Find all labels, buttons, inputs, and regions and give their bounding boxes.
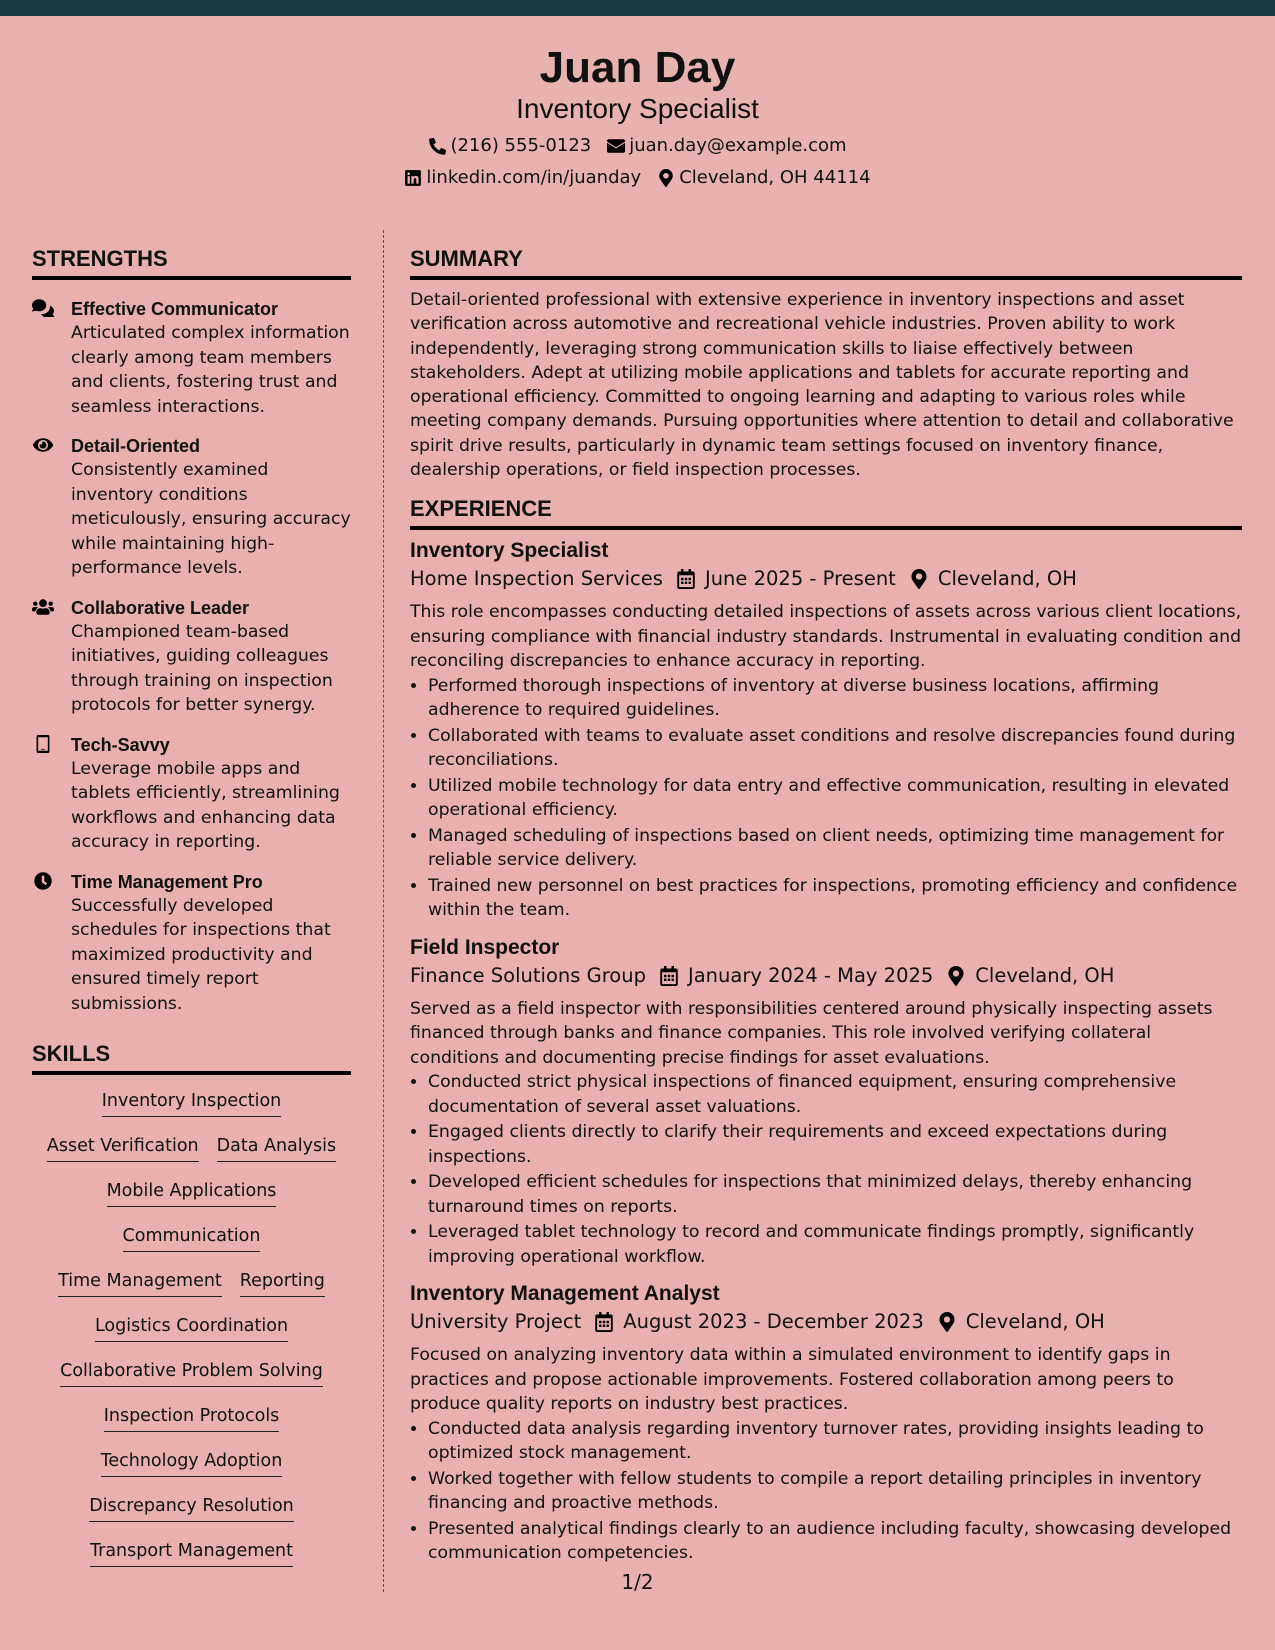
strength-text: Articulated complex information clearly among team members and clients, fostering trust and seamless interactions.	[71, 323, 350, 417]
linkedin-text: linkedin.com/in/juanday	[426, 167, 642, 188]
strength-item	[32, 870, 351, 1017]
job-bullet: • Managed scheduling of inspections based on client needs, optimizing time management for reliable service delivery.	[428, 824, 1242, 873]
job-bullet: • Utilized mobile technology for data entry and effective communication, resulting in elevated operational efficiency.	[428, 774, 1242, 823]
candidate-name: Juan Day	[539, 43, 736, 92]
job-meta	[410, 1307, 1242, 1337]
calendar-icon	[595, 1312, 613, 1332]
skill-tag: Asset Verification	[47, 1134, 199, 1162]
job-dates: January 2024 - May 2025	[687, 963, 934, 987]
map-pin-icon	[657, 169, 675, 187]
job-title: Inventory Management Analyst	[410, 1282, 720, 1306]
skill-tag: Reporting	[240, 1269, 325, 1297]
job-title: Inventory Specialist	[410, 539, 609, 563]
skill-tag: Mobile Applications	[107, 1179, 277, 1207]
experience-entry	[410, 935, 1242, 1270]
map-pin-icon	[938, 1312, 956, 1332]
clock-icon	[32, 872, 54, 890]
experience-heading: EXPERIENCE	[410, 496, 1242, 530]
job-location: Cleveland, OH	[965, 1310, 1105, 1334]
location-text: Cleveland, OH 44114	[679, 167, 871, 188]
job-bullet: • Conducted strict physical inspections of financed equipment, ensuring comprehensive documentation of several asset valuations.	[428, 1070, 1242, 1119]
phone-text: (216) 555-0123	[450, 135, 592, 156]
left-column	[32, 246, 351, 1584]
job-bullets	[410, 1070, 1242, 1269]
job-bullets	[410, 674, 1242, 923]
strength-text: Consistently examined inventory conditions meticulously, ensuring accuracy while maintaining high-performance levels.	[71, 460, 351, 578]
job-description: This role encompasses conducting detailed inspections of assets across various client locations, ensuring compliance with financial industry standards. Instrumental in evaluating condition and reconciling discrepancies to enhance accuracy in reporting.	[410, 602, 1242, 672]
skill-tag: Transport Management	[90, 1539, 293, 1567]
job-bullet: • Developed efficient schedules for inspections that minimized delays, thereby enhancing turnaround times on reports.	[428, 1170, 1242, 1219]
job-bullet: • Trained new personnel on best practices for inspections, promoting efficiency and confidence within the team.	[428, 874, 1242, 923]
experience-entry	[410, 1281, 1242, 1566]
strength-title: Collaborative Leader	[71, 597, 250, 618]
phone-icon	[428, 137, 446, 155]
strength-item	[32, 297, 351, 419]
skill-row	[32, 1359, 351, 1404]
skill-row	[32, 1494, 351, 1539]
skill-row	[32, 1179, 351, 1224]
job-meta	[410, 961, 1242, 991]
users-icon	[32, 598, 54, 616]
contact-row-primary	[0, 134, 1275, 158]
skill-row	[32, 1134, 351, 1179]
eye-icon	[32, 436, 54, 454]
strength-item	[32, 596, 351, 718]
job-bullet: • Performed thorough inspections of inventory at diverse business locations, affirming adherence to required guidelines.	[428, 674, 1242, 723]
contact-phone	[428, 134, 591, 158]
skills-list	[32, 1083, 351, 1584]
strength-title: Detail-Oriented	[71, 436, 201, 456]
strength-text: Leverage mobile apps and tablets efficiently, streamlining workflows and enhancing data accuracy in reporting.	[71, 758, 340, 852]
skill-tag: Logistics Coordination	[95, 1314, 288, 1342]
map-pin-icon	[910, 569, 928, 589]
strength-text: Championed team-based initiatives, guiding colleagues through training on inspection protocols for better synergy.	[71, 621, 333, 715]
skill-tag: Time Management	[58, 1269, 222, 1297]
right-column	[410, 246, 1242, 1578]
skill-tag: Technology Adoption	[101, 1449, 283, 1477]
page-number: 1/2	[621, 1570, 654, 1594]
job-company: University Project	[410, 1310, 582, 1334]
strength-item	[32, 434, 351, 581]
contact-linkedin[interactable]	[404, 166, 641, 190]
job-meta	[410, 564, 1242, 594]
comments-icon	[32, 299, 54, 317]
job-title: Field Inspector	[410, 935, 560, 959]
job-description: Served as a field inspector with responsibilities centered around physically inspecting assets financed through banks and finance companies. This role involved verifying collateral conditions and documenting precise findings for asset evaluations.	[410, 998, 1213, 1068]
job-bullet: • Conducted data analysis regarding inventory turnover rates, providing insights leading to optimized stock management.	[428, 1417, 1242, 1466]
job-dates: June 2025 - Present	[704, 567, 896, 591]
job-company: Home Inspection Services	[410, 567, 663, 591]
tablet-icon	[32, 735, 54, 753]
skill-tag: Data Analysis	[217, 1134, 336, 1162]
strengths-heading: STRENGTHS	[32, 246, 351, 280]
linkedin-icon	[404, 169, 422, 187]
strength-title: Tech-Savvy	[71, 734, 170, 755]
envelope-icon	[607, 137, 625, 155]
strength-text: Successfully developed schedules for inspections that maximized productivity and ensured timely report submissions.	[71, 895, 331, 1014]
strength-title: Time Management Pro	[71, 871, 263, 892]
skill-row	[32, 1089, 351, 1134]
job-dates: August 2023 - December 2023	[623, 1310, 924, 1334]
job-location: Cleveland, OH	[937, 567, 1077, 591]
job-bullet: • Collaborated with teams to evaluate asset conditions and resolve discrepancies found during reconciliations.	[428, 724, 1242, 773]
skill-tag: Discrepancy Resolution	[89, 1494, 294, 1522]
strength-title: Effective Communicator	[71, 299, 279, 319]
skill-row	[32, 1269, 351, 1314]
job-bullet: • Leveraged tablet technology to record and communicate findings promptly, significantly improving operational workflow.	[428, 1220, 1242, 1269]
top-accent-bar	[0, 0, 1275, 16]
skill-row	[32, 1404, 351, 1449]
job-location: Cleveland, OH	[975, 963, 1115, 987]
job-bullets	[410, 1417, 1242, 1566]
candidate-title: Inventory Specialist	[516, 93, 759, 124]
map-pin-icon	[947, 966, 965, 986]
skill-tag: Communication	[123, 1224, 261, 1252]
contact-row-secondary	[0, 166, 1275, 190]
job-bullet: • Presented analytical findings clearly to an audience including faculty, showcasing developed communication competencies.	[428, 1517, 1242, 1566]
skills-heading: SKILLS	[32, 1041, 351, 1075]
skill-tag: Collaborative Problem Solving	[60, 1359, 323, 1387]
summary-heading: SUMMARY	[410, 246, 1242, 280]
skill-row	[32, 1314, 351, 1359]
job-bullet: • Engaged clients directly to clarify their requirements and exceed expectations during inspections.	[428, 1120, 1242, 1169]
job-bullet: • Worked together with fellow students to compile a report detailing principles in inventory financing and proactive methods.	[428, 1467, 1242, 1516]
contact-location	[657, 166, 870, 190]
skill-row	[32, 1224, 351, 1269]
resume-header	[0, 16, 1275, 205]
job-description: Focused on analyzing inventory data within a simulated environment to identify gaps in practices and propose actionable improvements. Fostered collaboration among peers to produce quality reports on industry best practices.	[410, 1345, 1174, 1415]
column-divider	[383, 230, 384, 1592]
email-text: juan.day@example.com	[629, 135, 847, 156]
skill-tag: Inventory Inspection	[102, 1089, 282, 1117]
skill-row	[32, 1449, 351, 1494]
calendar-icon	[677, 569, 695, 589]
job-company: Finance Solutions Group	[410, 963, 646, 987]
skill-tag: Inspection Protocols	[104, 1404, 280, 1432]
contact-email[interactable]	[607, 134, 846, 158]
experience-entry	[410, 538, 1242, 923]
summary-text: Detail-oriented professional with extensive experience in inventory inspections and asset verification across automotive and recreational vehicle industries. Proven ability to work independently, leveraging strong communication skills to liaise effectively between stakeholders. Adept at utilizing mobile applications and tablets for accurate reporting and operational efficiency. Committed to ongoing learning and adapting to various roles while meeting company demands. Pursuing opportunities where attention to detail and collaborative spirit drive results, particularly in dynamic team settings focused on inventory finance, dealership operations, or field inspection processes.	[410, 290, 1234, 481]
calendar-icon	[660, 966, 678, 986]
strength-item	[32, 733, 351, 855]
